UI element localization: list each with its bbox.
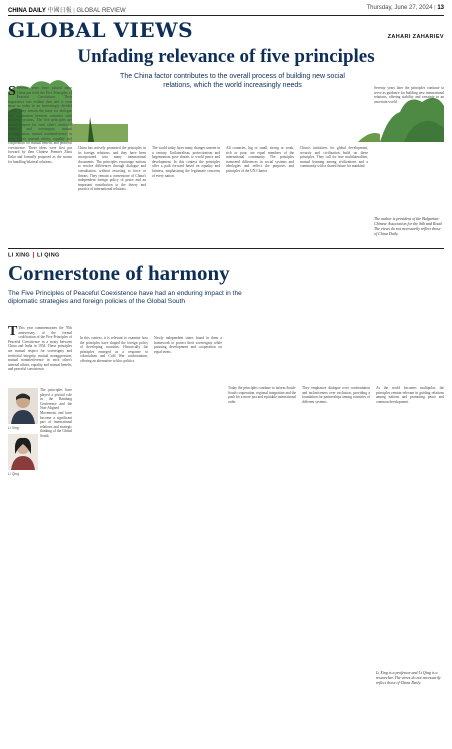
article2-col4: Today the principles continue to inform South-South cooperation, regional integration and the push for a more just and equitable international order. <box>228 386 296 404</box>
article1-col2: China has actively promoted the principles in its foreign relations, and they have been incorporated into many international documents. The principles encourage nations to resolve differences through dialogue and consultation, without resorting to force or threats. They remain a cornerstone of China's independent foreign policy of peace and an important contribution to the theory and practice of international relations. <box>78 146 146 192</box>
person-photo-icon <box>8 388 38 424</box>
person-photo-icon <box>8 434 38 470</box>
issue-date: Thursday, June 27, 2024 <box>366 5 433 11</box>
author-portrait-1 <box>8 388 38 424</box>
header-rule <box>8 15 444 16</box>
page-header <box>8 3 444 15</box>
article1-dek: The China factor contributes to the overall process of building new social relations, which the world increasingly needs <box>120 73 345 89</box>
page-date-number: Thursday, June 27, 2024 | 13 <box>366 5 444 11</box>
article2-dropcap: T <box>8 326 18 339</box>
article2-col1b: The principles have played a pivotal role in the Bandung Conference and the Non-Aligned Movement, and have become a significant part of international relations and strategic thinking of the Global South. <box>40 388 72 438</box>
article2-col3: Newly independent states found in them a framework to protect their sovereignty while pursuing development and cooperation on equal terms. <box>154 336 222 354</box>
article2-intro: This year commemorates the 70th anniversary of the formal codification of the Five Principles of Peaceful Coexistence in a treaty between China and India in 1954. These principles are mutual respect for sovereignty and territorial integrity, mutual nonaggression, mutual noninterference in each other's internal affairs, equality and mutual benefit, and peaceful coexistence. <box>8 326 72 372</box>
portrait-caption-2: Li Qing <box>8 472 20 476</box>
byline-separator <box>33 252 34 258</box>
article1-dropcap: S <box>8 86 16 99</box>
article2-byline <box>8 252 60 258</box>
article1-col1-text: Seventy years have passed since China put forth the Five Principles of Peaceful Coexistence. Their importance was evident then and is even more so today in an increasingly divided world. They remain the basis for dialogue and cooperation between countries with different systems. The five principles are mutual respect for each other's territorial integrity and sovereignty, mutual nonaggression, mutual noninterference in each other's internal affairs, equality and cooperation for mutual benefit, and peaceful coexistence. These ideas were first put forward by then Chinese Premier Zhou Enlai and formally proposed as the norms for handling bilateral relations. <box>8 86 72 164</box>
article1-headline: Unfading relevance of five principles <box>77 46 375 67</box>
article2-author2: LI QING <box>36 252 60 259</box>
masthead-cn: 中國日報 <box>47 8 72 14</box>
page-number: 13 <box>437 5 444 11</box>
article2-col2: In this context, it is relevant to examine how the principles have shaped the foreign policy of developing countries. Historically the principles emerged as a response to colonialism and Cold War confrontation, offering an alternative to bloc politics. <box>80 336 148 363</box>
section-title: GLOBAL VIEWS <box>8 18 194 42</box>
article2-col5: They emphasize dialogue over confrontation and inclusiveness over exclusion, providing a foundation for partnerships among countries of different systems. <box>302 386 370 404</box>
article2-dek: The Five Principles of Peaceful Coexistence have had an enduring impact in the diplomatic strategies and foreign policies of the Global South <box>8 290 242 306</box>
article1-col4: All countries, big or small, strong or weak, rich or poor, are equal members of the international community. The principles transcend differences in social systems and ideologies and reflect the purposes and principles of the UN Charter. <box>226 146 294 173</box>
masthead-paper: CHINA DAILY <box>8 8 46 14</box>
masthead: CHINA DAILY 中國日報 | GLOBAL REVIEW <box>8 8 126 14</box>
article1-author-note: The author is president of the Bulgarian-Chinese Association for the Silk and Road. The views do not necessarily reflect those of China Daily. <box>374 216 443 236</box>
article2-col6: As the world becomes multipolar, the principles remain relevant in guiding relations among nations and promoting peace and common development. <box>376 386 444 404</box>
portrait-caption-1: Li Xing <box>8 426 19 430</box>
article1-col6: Seventy years later the principles continue to serve as guidance for building new international relations, offering stability and certainty in an uncertain world. <box>374 86 444 104</box>
article1-col5: China's initiatives for global development, security and civilization build on these principles. They call for true multilateralism, mutual learning among civilizations and a community with a shared future for mankind. <box>300 146 368 169</box>
article2-headline: Cornerstone of harmony <box>8 261 230 285</box>
masthead-section: GLOBAL REVIEW <box>76 8 126 14</box>
article2-author1: LI XING <box>8 252 30 259</box>
author-portrait-2 <box>8 434 38 470</box>
article1-byline: ZAHARI ZAHARIEV <box>387 34 444 40</box>
article1-col1 <box>8 86 72 246</box>
article2-authors-note: Li Xing is a professor and Li Qing is a researcher. The views do not necessarily reflect those of China Daily. <box>376 670 441 685</box>
article1-col3: The world today faces many changes unseen in a century. Unilateralism, protectionism and hegemonism pose threats to world peace and development. In this context the principles offer a path forward based on equality and fairness, emphasizing the legitimate concerns of every nation. <box>152 146 220 178</box>
article-divider <box>8 248 444 249</box>
